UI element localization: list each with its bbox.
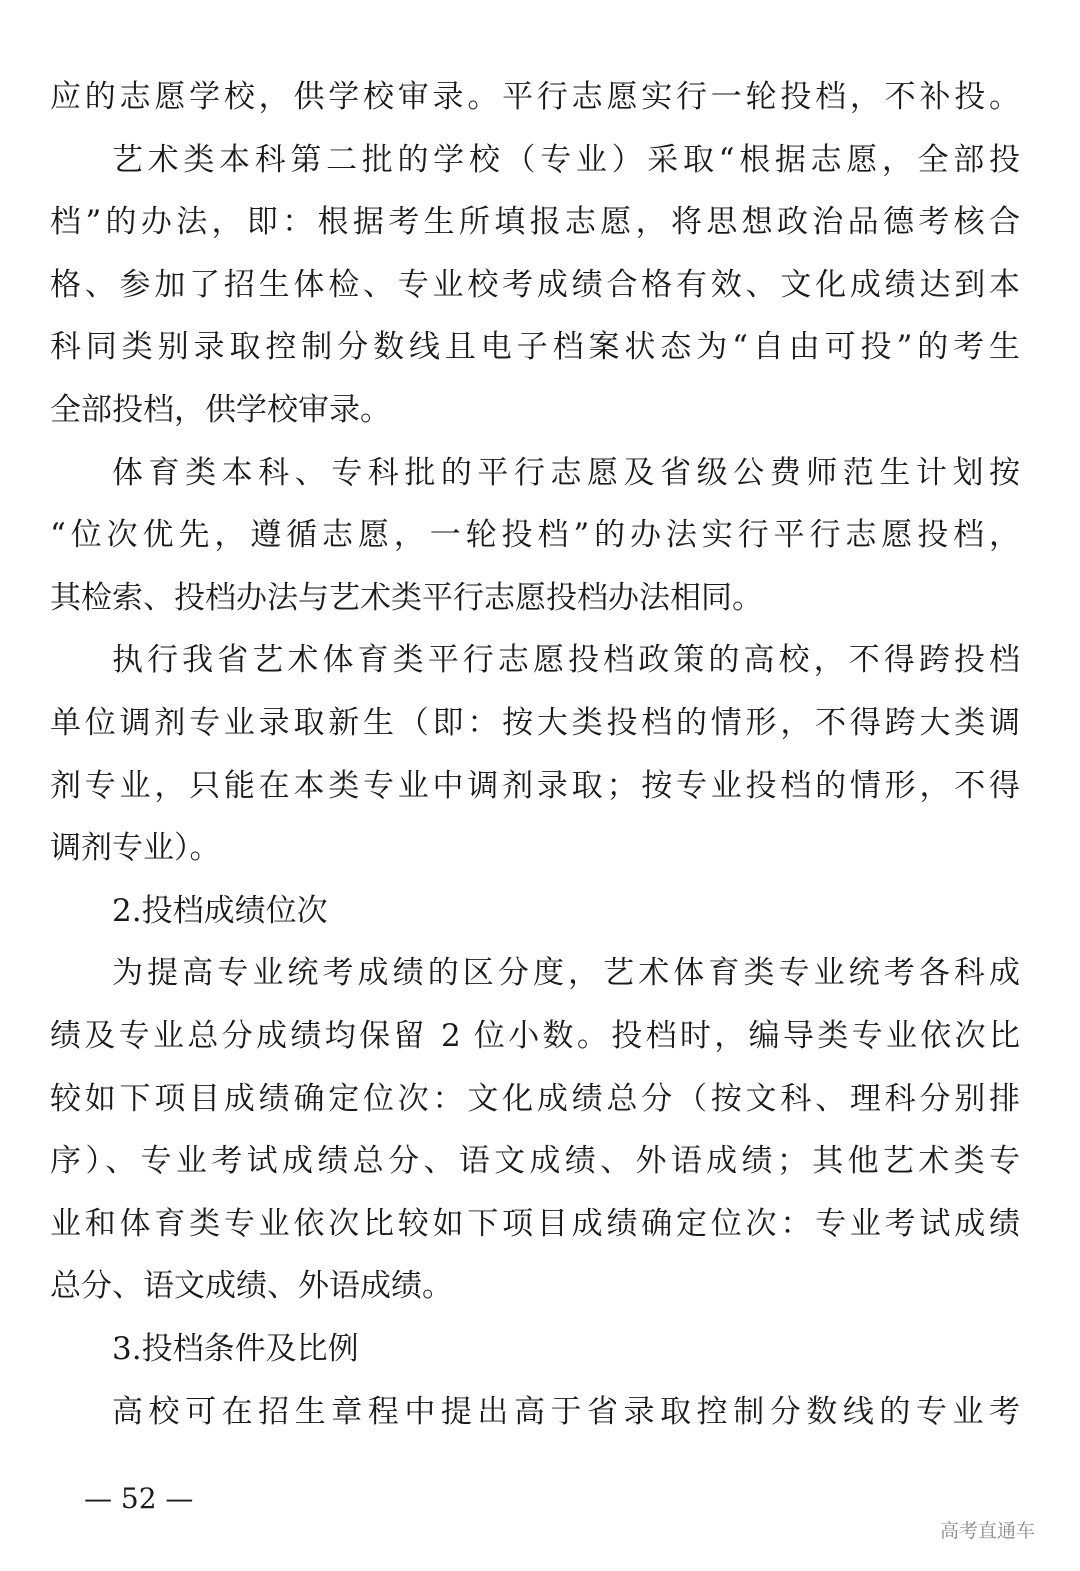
- text-line: 调剂专业）。: [50, 830, 221, 867]
- text-line: 格、参加了招生体检、专业校考成绩合格有效、文化成绩达到本: [50, 266, 1020, 303]
- text-line: 业和体育类专业依次比较如下项目成绩确定位次：专业考试成绩: [50, 1205, 1020, 1242]
- page-number: — 52 —: [84, 1482, 194, 1515]
- text-line: 档”的办法，即：根据考生所填报志愿，将思想政治品德考核合: [50, 204, 1020, 241]
- text-line: 全部投档，供学校审录。: [50, 392, 391, 428]
- text-line: 2.投档成绩位次: [112, 892, 328, 929]
- text-line: 剂专业，只能在本类专业中调剂录取；按专业投档的情形，不得: [50, 767, 1020, 804]
- text-line: 为提高专业统考成绩的区分度，艺术体育类专业统考各科成: [112, 955, 1020, 992]
- watermark: 高考直通车: [940, 1520, 1036, 1542]
- text-line: “位次优先，遵循志愿，一轮投档”的办法实行平行志愿投档，: [50, 517, 1020, 554]
- text-line: 艺术类本科第二批的学校（专业）采取“根据志愿，全部投: [112, 141, 1020, 178]
- text-line: 体育类本科、专科批的平行志愿及省级公费师范生计划按: [112, 454, 1020, 491]
- text-line: 高校可在招生章程中提出高于省录取控制分数线的专业考: [112, 1393, 1020, 1430]
- text-line: 绩及专业总分成绩均保留 2 位小数。投档时，编导类专业依次比: [50, 1018, 1020, 1054]
- text-line: 总分、语文成绩、外语成绩。: [50, 1268, 453, 1305]
- text-line: 较如下项目成绩确定位次：文化成绩总分（按文科、理科分别排: [50, 1080, 1020, 1117]
- text-line: 3.投档条件及比例: [112, 1331, 359, 1367]
- text-line: 执行我省艺术体育类平行志愿投档政策的高校，不得跨投档: [112, 642, 1020, 679]
- text-line: 单位调剂专业录取新生（即：按大类投档的情形，不得跨大类调: [50, 705, 1020, 741]
- text-line: 其检索、投档办法与艺术类平行志愿投档办法相同。: [50, 579, 763, 616]
- text-line: 应的志愿学校，供学校审录。平行志愿实行一轮投档，不补投。: [50, 79, 1020, 115]
- text-line: 序）、专业考试成绩总分、语文成绩、外语成绩；其他艺术类专: [50, 1143, 1020, 1180]
- text-line: 科同类别录取控制分数线且电子档案状态为“自由可投”的考生: [50, 329, 1020, 366]
